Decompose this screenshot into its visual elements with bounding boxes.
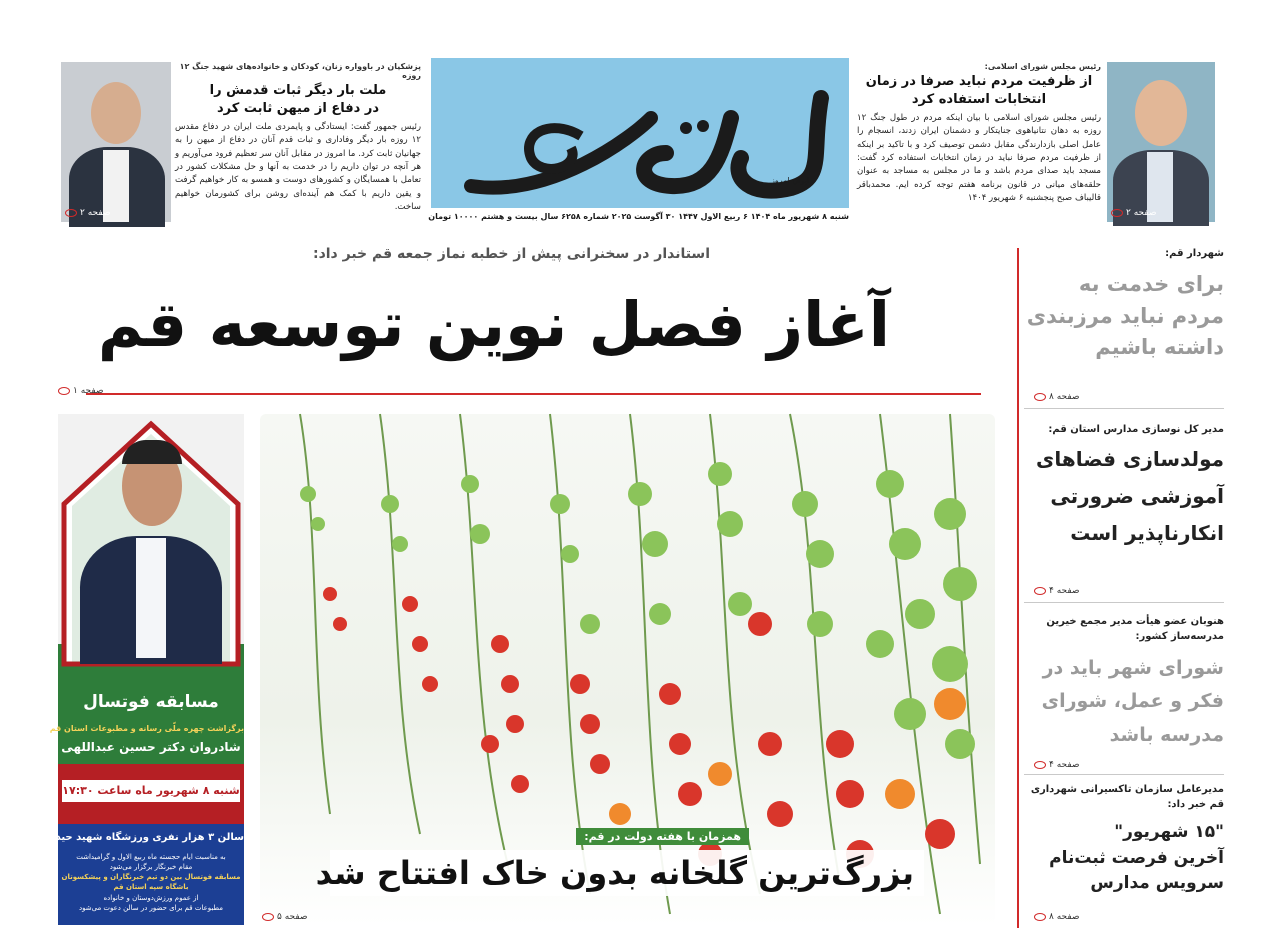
page-ref[interactable]: صفحه ۴	[1034, 760, 1080, 770]
promo-footer	[58, 852, 244, 913]
sidebar-rule	[1017, 248, 1019, 928]
kicker: رئیس مجلس شورای اسلامی:	[984, 62, 1101, 71]
speaker-photo	[1107, 62, 1215, 222]
headline[interactable]: ملت بار دیگر ثبات قدمش را	[209, 83, 387, 98]
sidebar	[1024, 248, 1224, 928]
masthead[interactable]	[428, 58, 849, 226]
headline[interactable]: "۱۵ شهریور"	[1114, 822, 1224, 842]
promo-title: مسابقه فوتسال	[83, 692, 219, 712]
page-ref[interactable]: صفحه ۴	[1034, 586, 1080, 596]
promo-footer-line: از عموم ورزش‌دوستان و خانواده	[103, 893, 199, 902]
top-left-story[interactable]	[57, 58, 427, 226]
sidebar-story[interactable]	[1024, 782, 1224, 897]
lead-kicker: استاندار در سخنرانی پیش از خطبه نماز جمعه قم خبر داد:	[312, 246, 710, 262]
kicker: مدیر کل نوسازی مدارس استان قم:	[1048, 424, 1224, 435]
headline[interactable]: برای خدمت به مردم نباید مرزبندی داشته باشیم	[1026, 272, 1224, 359]
divider	[1024, 408, 1224, 409]
headline[interactable]: انتخابات استفاده کرد	[911, 91, 1047, 107]
lead-headline[interactable]: آغاز فصل نوین توسعه قم	[97, 288, 890, 361]
page-ref[interactable]: صفحه ۸	[1034, 392, 1080, 402]
kicker: مدیرعامل سازمان تاکسیرانی شهرداری قم خبر داد:	[1030, 784, 1224, 810]
headline[interactable]: آخرین فرصت ثبت‌نام سرویس مدارس	[1049, 847, 1224, 893]
headline[interactable]: شورای شهر باید در فکر و عمل، شورای مدرسه باشد	[1041, 657, 1224, 746]
promo-footer-line: مسابقه فوتسال بین دو تیم خبرنگاران و پیشکسوتان	[61, 873, 241, 882]
headline[interactable]: در دفاع از میهن ثابت کرد	[216, 100, 380, 116]
top-right-story[interactable]	[853, 58, 1219, 226]
page-ref[interactable]: صفحه ۲	[1111, 208, 1157, 218]
tomato-vines	[260, 414, 995, 925]
kicker: پزشکیان در باوواره زنان، کودکان و خانواده‌های شهید جنگ ۱۲ روزه	[179, 62, 421, 80]
sidebar-story[interactable]	[1024, 248, 1224, 364]
divider	[1024, 774, 1224, 775]
page-ref[interactable]: صفحه ۸	[1034, 912, 1080, 922]
sidebar-story[interactable]	[1024, 424, 1224, 552]
president-photo	[61, 62, 171, 222]
greenhouse-photo[interactable]	[260, 414, 995, 925]
promo-footer-line: باشگاه سپه استان قم	[113, 883, 189, 892]
photo-headline[interactable]: بزرگ‌ترین گلخانه بدون خاک افتتاح شد	[330, 850, 924, 896]
photo-kicker: همزمان با هفته دولت در قم:	[576, 828, 749, 845]
promo-venue: سالن ۳ هزار نفری ورزشگاه شهید حیدریان	[33, 832, 244, 843]
promo-footer-line: به مناسبت ایام حجسته ماه ربیع الاول و گرامیداشت	[76, 853, 226, 861]
kicker: شهردار قم:	[1165, 248, 1224, 259]
dateline: شنبه ۸ شهریور ماه ۱۴۰۴ ۶ ربیع الاول ۱۴۴۷ ۳۰ آگوست ۲۰۲۵ شماره ۶۲۵۸ سال بیست و هشتم ۱۰۰۰۰ تومان	[431, 208, 849, 226]
divider	[1024, 602, 1224, 603]
promo-subtitle: برگزاشت چهره ملّی رسانه و مطبوعات استان قم	[49, 724, 244, 733]
sidebar-story[interactable]	[1024, 614, 1224, 752]
page-ref[interactable]: صفحه ۱	[58, 386, 104, 396]
headline[interactable]: از ظرفیت مردم نباید صرفا در زمان	[865, 74, 1093, 89]
promo-date: شنبه ۸ شهریور ماه ساعت ۱۷:۳۰	[62, 780, 240, 802]
page-ref[interactable]: صفحه ۲	[65, 208, 111, 218]
story-body: رئیس جمهور گفت: ایستادگی و پایمردی ملت ایران در دفاع مقدس ۱۲ روزه بار دیگر وفاداری و ثبات قدم آنان در دفاع از میهن را به جهانیان ثابت کرد. ما امروز در مقابل آنان سر تعظیم فرود می‌آوریم و هر آنچه در توان داریم را در خدمت به آنها و حل مشکلات کشور در تعامل با همسایگان و کشورهای دوست و همسو به کار خواهیم گرفت و یقین داریم با کمک هم آینده‌ای روشن برای کشورمان خواهیم ساخت.	[175, 122, 421, 212]
masthead-logo	[431, 58, 849, 208]
promo-name: شادروان دکتر حسین عبداللهی	[61, 740, 241, 754]
divider	[86, 393, 981, 395]
page-ref[interactable]: صفحه ۵	[262, 912, 308, 922]
promo-footer-line: مقام خبرنگار برگزار می‌شود	[109, 863, 193, 872]
futsal-promo[interactable]	[33, 414, 244, 925]
masthead-logo-text: ایران امروز	[771, 176, 810, 185]
promo-footer-line: مطبوعات قم برای حضور در سالن دعوت می‌شود	[79, 903, 223, 912]
kicker: هنوبان عضو هیأت مدیر مجمع خیرین مدرسه‌ساز کشور:	[1046, 616, 1224, 642]
promo-person-photo	[78, 428, 224, 664]
story-body: رئیس مجلس شورای اسلامی با بیان اینکه مردم در طول جنگ ۱۲ روزه به دهان نتانیاهوی جنایتکار و دشمنان ایران زدند، انسجام را عامل اصلی بازدارندگی مقابل دشمن توصیف کرد و با تاکید بر اینکه از ظرفیت مردم صرفا نباید در زمان انتخابات استفاده کرد گفت: مسجد باید صدای مردم باشد و ما در مجلس به مساجد به عنوان حلقه‌های میانی در قانون برنامه هفتم توجه کرده ایم. محمدباقر قالیباف صبح پنجشنبه ۶ شهریور ۱۴۰۴	[857, 113, 1101, 203]
headline[interactable]: مولدسازی فضاهای آموزشی ضرورتی انکارناپذیر است	[1036, 447, 1224, 545]
